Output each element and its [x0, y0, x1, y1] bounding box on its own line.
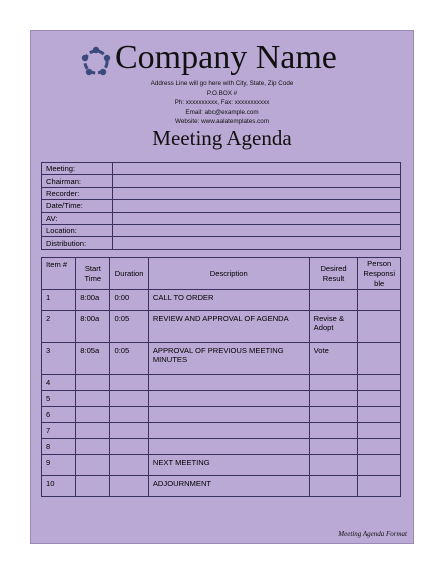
agenda-item-number: 4 — [42, 375, 76, 391]
agenda-item-number: 10 — [42, 476, 76, 497]
agenda-duration: 0:05 — [110, 343, 148, 375]
agenda-duration — [110, 407, 148, 423]
agenda-row — [42, 375, 401, 391]
agenda-start-time — [76, 407, 110, 423]
agenda-duration: 0:00 — [110, 290, 148, 311]
meeting-info-value[interactable] — [113, 175, 401, 187]
agenda-table — [41, 257, 401, 497]
meeting-info-row — [42, 224, 401, 236]
agenda-sheet — [30, 30, 414, 544]
agenda-start-time: 8:00a — [76, 290, 110, 311]
agenda-row — [42, 311, 401, 343]
agenda-row — [42, 343, 401, 375]
meeting-info-row — [42, 187, 401, 199]
footer-caption: Meeting Agenda Format — [338, 530, 407, 538]
website: Website: www.aalatemplates.com — [174, 118, 270, 125]
meeting-info-value[interactable] — [113, 224, 401, 236]
agenda-row — [42, 391, 401, 407]
agenda-person-responsible — [358, 290, 401, 311]
agenda-item-number: 9 — [42, 455, 76, 476]
meeting-info-value[interactable] — [113, 163, 401, 175]
agenda-start-time — [76, 439, 110, 455]
meeting-info-label: Distribution: — [42, 237, 113, 249]
agenda-item-number: 3 — [42, 343, 76, 375]
meeting-info-value[interactable] — [113, 200, 401, 212]
header-duration: Duration — [110, 258, 148, 290]
email: Email: abc@example.com — [185, 108, 259, 116]
agenda-description — [148, 391, 309, 407]
agenda-description — [148, 375, 309, 391]
agenda-desired-result: Revise & Adopt — [309, 311, 358, 343]
agenda-person-responsible — [358, 391, 401, 407]
agenda-description: CALL TO ORDER — [148, 290, 309, 311]
meeting-info-row — [42, 200, 401, 212]
agenda-row — [42, 290, 401, 311]
header-item: Item # — [42, 258, 76, 290]
meeting-info-value[interactable] — [113, 237, 401, 249]
agenda-duration — [110, 391, 148, 407]
agenda-duration — [110, 439, 148, 455]
agenda-start-time — [76, 423, 110, 439]
agenda-duration — [110, 423, 148, 439]
header — [31, 37, 413, 75]
agenda-start-time — [76, 391, 110, 407]
agenda-item-number: 2 — [42, 311, 76, 343]
agenda-duration — [110, 375, 148, 391]
phone-fax: Ph: xxxxxxxxxx, Fax: xxxxxxxxxxx — [174, 99, 270, 106]
meeting-info-label: AV: — [42, 212, 113, 224]
agenda-person-responsible — [358, 375, 401, 391]
meeting-info-label: Date/Time: — [42, 200, 113, 212]
meeting-info-table — [41, 162, 401, 250]
agenda-desired-result: Vote — [309, 343, 358, 375]
agenda-desired-result — [309, 476, 358, 497]
meeting-info-row — [42, 175, 401, 187]
agenda-desired-result — [309, 455, 358, 476]
agenda-description — [148, 439, 309, 455]
people-circle-logo-icon — [79, 45, 113, 79]
agenda-item-number: 8 — [42, 439, 76, 455]
agenda-duration — [110, 476, 148, 497]
agenda-start-time: 8:05a — [76, 343, 110, 375]
agenda-person-responsible — [358, 343, 401, 375]
agenda-start-time — [76, 455, 110, 476]
agenda-person-responsible — [358, 439, 401, 455]
agenda-description: ADJOURNMENT — [148, 476, 309, 497]
meeting-info-label: Recorder: — [42, 187, 113, 199]
agenda-description: REVIEW AND APPROVAL OF AGENDA — [148, 311, 309, 343]
agenda-person-responsible — [358, 311, 401, 343]
header-desired-result: Desired Result — [309, 258, 358, 290]
agenda-duration — [110, 455, 148, 476]
agenda-item-number: 5 — [42, 391, 76, 407]
agenda-row — [42, 476, 401, 497]
header-description: Description — [148, 258, 309, 290]
agenda-description — [148, 407, 309, 423]
meeting-info-row — [42, 163, 401, 175]
agenda-description: NEXT MEETING — [148, 455, 309, 476]
agenda-desired-result — [309, 391, 358, 407]
meeting-info-value[interactable] — [113, 187, 401, 199]
agenda-row — [42, 439, 401, 455]
agenda-desired-result — [309, 375, 358, 391]
meeting-info-row — [42, 212, 401, 224]
agenda-row — [42, 423, 401, 439]
agenda-person-responsible — [358, 476, 401, 497]
meeting-info-label: Location: — [42, 224, 113, 236]
meeting-info-value[interactable] — [113, 212, 401, 224]
agenda-desired-result — [309, 290, 358, 311]
agenda-description — [148, 423, 309, 439]
header-person-responsible: Person Responsi ble — [358, 258, 401, 290]
agenda-start-time: 8:00a — [76, 311, 110, 343]
meeting-info-label: Chairman: — [42, 175, 113, 187]
agenda-person-responsible — [358, 407, 401, 423]
agenda-header-row — [42, 258, 401, 290]
company-name: Company Name — [115, 39, 337, 76]
address-line: Address Line will go here with City, State, Zip Code — [150, 80, 294, 87]
agenda-description: APPROVAL OF PREVIOUS MEETING MINUTES — [148, 343, 309, 375]
agenda-person-responsible — [358, 455, 401, 476]
agenda-person-responsible — [358, 423, 401, 439]
agenda-desired-result — [309, 439, 358, 455]
agenda-item-number: 7 — [42, 423, 76, 439]
agenda-start-time — [76, 476, 110, 497]
agenda-desired-result — [309, 407, 358, 423]
document-title: Meeting Agenda — [152, 126, 292, 150]
po-box: P.O.BOX # — [206, 89, 238, 97]
meeting-info-label: Meeting: — [42, 163, 113, 175]
agenda-desired-result — [309, 423, 358, 439]
agenda-duration: 0:05 — [110, 311, 148, 343]
header-start-time: Start Time — [76, 258, 110, 290]
meeting-info-row — [42, 237, 401, 249]
agenda-item-number: 1 — [42, 290, 76, 311]
agenda-row — [42, 407, 401, 423]
agenda-row — [42, 455, 401, 476]
agenda-item-number: 6 — [42, 407, 76, 423]
agenda-start-time — [76, 375, 110, 391]
